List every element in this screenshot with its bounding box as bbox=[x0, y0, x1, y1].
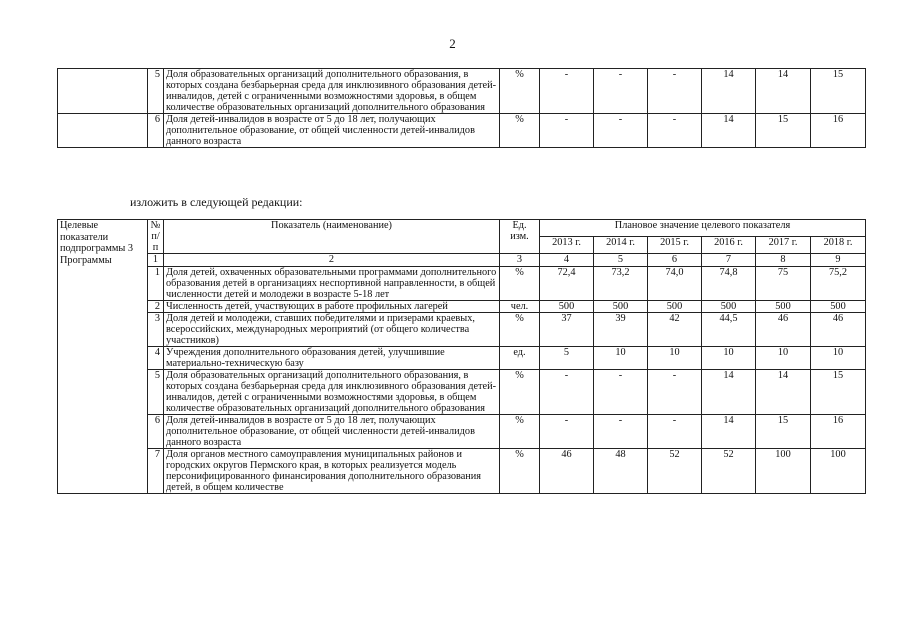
transition-text: изложить в следующей редакции: bbox=[130, 195, 303, 209]
column-number: 1 bbox=[148, 254, 164, 266]
column-number: 4 bbox=[540, 254, 594, 266]
value-cell: 74,0 bbox=[648, 266, 702, 300]
unit-cell: % bbox=[500, 114, 540, 148]
value-cell: 100 bbox=[756, 448, 811, 493]
value-cell: 500 bbox=[702, 300, 756, 312]
row-number: 4 bbox=[148, 346, 164, 369]
value-cell: 15 bbox=[756, 114, 811, 148]
group-cell bbox=[58, 369, 148, 414]
table-row bbox=[58, 448, 866, 493]
value-cell: 75 bbox=[756, 266, 811, 300]
value-cell: 14 bbox=[702, 369, 756, 414]
value-cell: 37 bbox=[540, 312, 594, 346]
group-cell bbox=[58, 69, 148, 114]
row-number: 1 bbox=[148, 266, 164, 300]
value-cell: 52 bbox=[702, 448, 756, 493]
value-cell: 10 bbox=[648, 346, 702, 369]
unit-cell: % bbox=[500, 448, 540, 493]
value-cell: 14 bbox=[756, 69, 811, 114]
header-year: 2017 г. bbox=[756, 237, 811, 254]
indicator-name: Доля детей-инвалидов в возрасте от 5 до 18 лет, получающих дополнительное образование, от общей численности детей-инвалидов данного возраста bbox=[164, 414, 500, 448]
group-cell bbox=[58, 346, 148, 369]
row-number: 6 bbox=[148, 114, 164, 148]
group-cell bbox=[58, 414, 148, 448]
indicator-name: Доля образовательных организаций дополнительного образования, в которых создана безбарьерная среда для инклюзивного образования детей-инвалидов, детей с ограниченными возможностями здоровья, в общем количестве образовательных организаций дополнительного образования bbox=[164, 369, 500, 414]
row-number: 2 bbox=[148, 300, 164, 312]
group-cell bbox=[58, 114, 148, 148]
value-cell: 5 bbox=[540, 346, 594, 369]
header-indicator: Показатель (наименование) bbox=[164, 220, 500, 254]
header-num: № п/п bbox=[148, 220, 164, 254]
unit-cell: % bbox=[500, 266, 540, 300]
value-cell: 500 bbox=[648, 300, 702, 312]
group-cell bbox=[58, 266, 148, 300]
column-number: 7 bbox=[702, 254, 756, 266]
table-row bbox=[58, 300, 866, 312]
value-cell: 14 bbox=[702, 114, 756, 148]
value-cell: 15 bbox=[756, 414, 811, 448]
indicator-name: Доля детей, охваченных образовательными программами дополнительного образования детей в организациях неспортивной направленности, в общей численности детей и молодежи в возрасте 5-18 лет bbox=[164, 266, 500, 300]
value-cell: - bbox=[648, 414, 702, 448]
row-number: 3 bbox=[148, 312, 164, 346]
indicator-name: Численность детей, участвующих в работе профильных лагерей bbox=[164, 300, 500, 312]
value-cell: - bbox=[648, 69, 702, 114]
column-number: 6 bbox=[648, 254, 702, 266]
old-rows-table bbox=[57, 68, 866, 148]
value-cell: - bbox=[594, 414, 648, 448]
value-cell: - bbox=[594, 114, 648, 148]
header-year: 2018 г. bbox=[811, 237, 866, 254]
column-number: 9 bbox=[811, 254, 866, 266]
page-number: 2 bbox=[449, 36, 456, 51]
indicator-name: Учреждения дополнительного образования детей, улучшившие материально-техническую базу bbox=[164, 346, 500, 369]
value-cell: 15 bbox=[811, 69, 866, 114]
header-year: 2015 г. bbox=[648, 237, 702, 254]
group-cell bbox=[58, 448, 148, 493]
indicator-name: Доля детей-инвалидов в возрасте от 5 до 18 лет, получающих дополнительное образование, от общей численности детей-инвалидов данного возраста bbox=[164, 114, 500, 148]
value-cell: 15 bbox=[811, 369, 866, 414]
value-cell: 10 bbox=[594, 346, 648, 369]
value-cell: 14 bbox=[702, 414, 756, 448]
value-cell: 73,2 bbox=[594, 266, 648, 300]
header-planned: Плановое значение целевого показателя bbox=[540, 220, 866, 237]
value-cell: - bbox=[648, 369, 702, 414]
group-cell bbox=[58, 312, 148, 346]
column-numbers-row bbox=[58, 254, 866, 266]
value-cell: 500 bbox=[756, 300, 811, 312]
value-cell: 48 bbox=[594, 448, 648, 493]
table-row bbox=[58, 312, 866, 346]
unit-cell: % bbox=[500, 69, 540, 114]
indicator-name: Доля органов местного самоуправления муниципальных районов и городских округов Пермского края, в которых реализуется модель персонифицированного финансирования дополнительного образования детей, в общем количестве bbox=[164, 448, 500, 493]
value-cell: - bbox=[594, 69, 648, 114]
header-unit: Ед. изм. bbox=[500, 220, 540, 254]
header-year: 2013 г. bbox=[540, 237, 594, 254]
value-cell: - bbox=[648, 114, 702, 148]
unit-cell: % bbox=[500, 414, 540, 448]
column-number: 8 bbox=[756, 254, 811, 266]
value-cell: 75,2 bbox=[811, 266, 866, 300]
unit-cell: % bbox=[500, 312, 540, 346]
indicator-name: Доля детей и молодежи, ставших победителями и призерами краевых, всероссийских, международных мероприятий (от общего количества участников) bbox=[164, 312, 500, 346]
value-cell: - bbox=[540, 414, 594, 448]
group-cell bbox=[58, 300, 148, 312]
value-cell: 46 bbox=[756, 312, 811, 346]
value-cell: - bbox=[594, 369, 648, 414]
row-number: 6 bbox=[148, 414, 164, 448]
value-cell: 500 bbox=[540, 300, 594, 312]
column-number: 3 bbox=[500, 254, 540, 266]
unit-cell: % bbox=[500, 369, 540, 414]
value-cell: 16 bbox=[811, 414, 866, 448]
value-cell: 10 bbox=[756, 346, 811, 369]
value-cell: 14 bbox=[756, 369, 811, 414]
column-number: 2 bbox=[164, 254, 500, 266]
value-cell: 46 bbox=[540, 448, 594, 493]
value-cell: 500 bbox=[594, 300, 648, 312]
value-cell: 100 bbox=[811, 448, 866, 493]
table-row bbox=[58, 414, 866, 448]
row-number: 5 bbox=[148, 369, 164, 414]
indicators-table bbox=[57, 219, 866, 494]
value-cell: 46 bbox=[811, 312, 866, 346]
unit-cell: чел. bbox=[500, 300, 540, 312]
value-cell: - bbox=[540, 369, 594, 414]
value-cell: 14 bbox=[702, 69, 756, 114]
value-cell: 10 bbox=[702, 346, 756, 369]
unit-cell: ед. bbox=[500, 346, 540, 369]
value-cell: 52 bbox=[648, 448, 702, 493]
table-row bbox=[58, 266, 866, 300]
value-cell: 74,8 bbox=[702, 266, 756, 300]
row-number: 7 bbox=[148, 448, 164, 493]
table-row bbox=[58, 114, 866, 148]
table-row bbox=[58, 369, 866, 414]
value-cell: - bbox=[540, 69, 594, 114]
header-year: 2016 г. bbox=[702, 237, 756, 254]
header-year: 2014 г. bbox=[594, 237, 648, 254]
table-row bbox=[58, 69, 866, 114]
value-cell: 500 bbox=[811, 300, 866, 312]
value-cell: 10 bbox=[811, 346, 866, 369]
value-cell: 39 bbox=[594, 312, 648, 346]
table-row bbox=[58, 346, 866, 369]
value-cell: 72,4 bbox=[540, 266, 594, 300]
header-target-indicators: Целевые показатели подпрограммы 3 Программы bbox=[58, 220, 148, 267]
value-cell: 42 bbox=[648, 312, 702, 346]
row-number: 5 bbox=[148, 69, 164, 114]
value-cell: 16 bbox=[811, 114, 866, 148]
header-row bbox=[58, 220, 866, 237]
value-cell: 44,5 bbox=[702, 312, 756, 346]
value-cell: - bbox=[540, 114, 594, 148]
column-number: 5 bbox=[594, 254, 648, 266]
indicator-name: Доля образовательных организаций дополнительного образования, в которых создана безбарьерная среда для инклюзивного образования детей-инвалидов, детей с ограниченными возможностями здоровья, в общем количестве образовательных организаций дополнительного образования bbox=[164, 69, 500, 114]
